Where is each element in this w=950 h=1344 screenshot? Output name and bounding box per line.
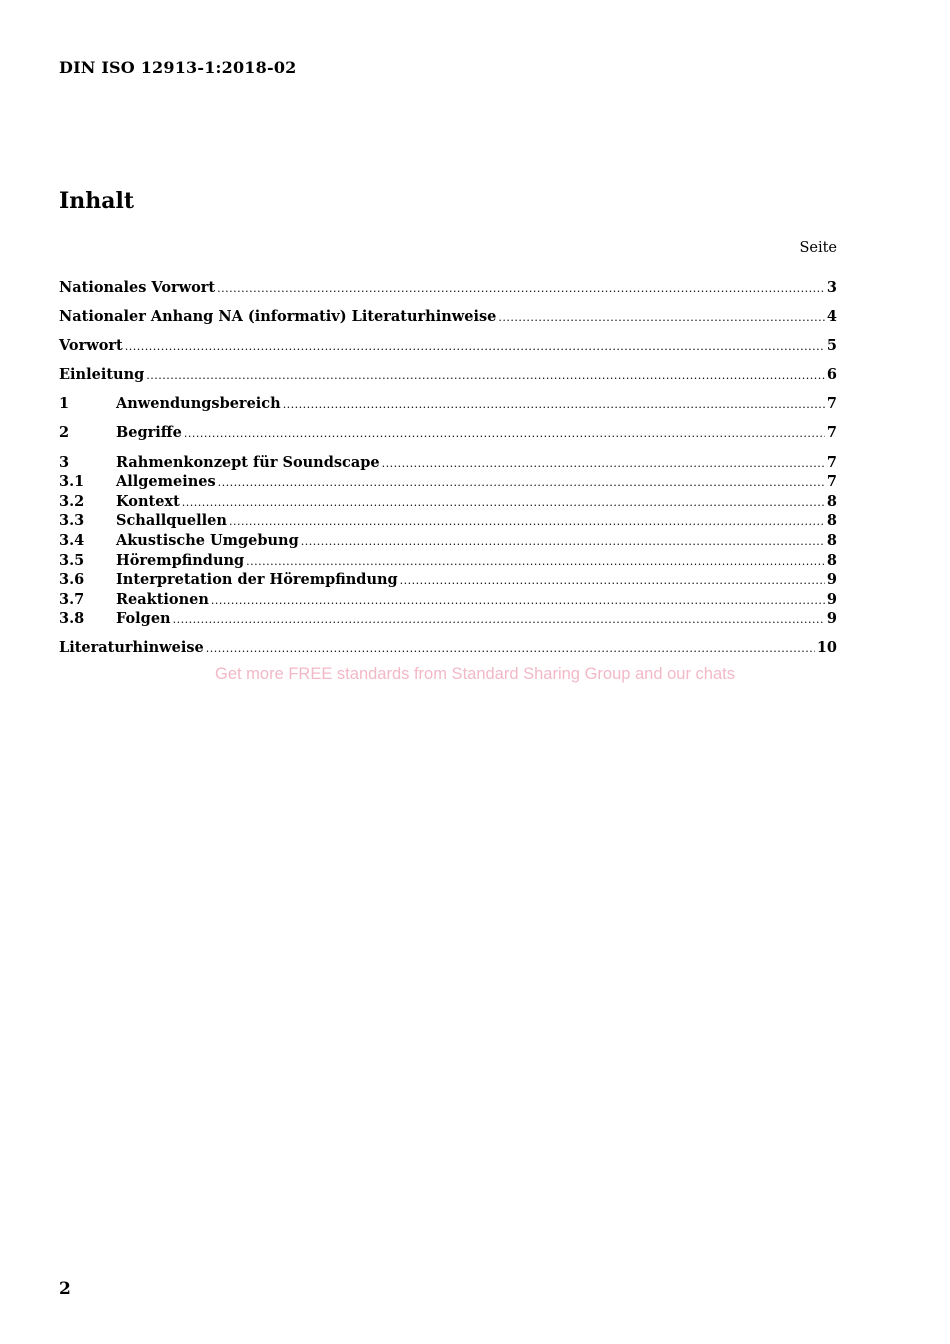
toc-entry[interactable] (59, 336, 837, 356)
toc-entry-number: 3.6 (59, 571, 85, 589)
dot-leader (246, 552, 825, 572)
dot-leader (211, 591, 825, 611)
toc-entry[interactable] (59, 365, 837, 385)
toc-entry-title: Nationales Vorwort (59, 279, 216, 296)
toc-entry-page: 5 (826, 337, 837, 355)
dot-leader (229, 512, 825, 532)
toc-entry-page: 7 (826, 395, 837, 413)
toc-entry-title: Einleitung (59, 366, 145, 384)
toc-entry-title: Rahmenkonzept für Soundscape (116, 453, 380, 471)
toc-entry-title: Anwendungsbereich (116, 395, 281, 413)
page-number: 2 (59, 1279, 71, 1299)
toc-entry-page: 6 (826, 366, 837, 384)
toc-entry-page: 4 (826, 308, 837, 326)
toc-entry-number: 3.2 (59, 492, 85, 510)
toc-entry[interactable] (59, 609, 837, 629)
toc-entry[interactable] (59, 551, 837, 571)
dot-leader (382, 454, 825, 474)
toc-entry-title: Kontext (116, 492, 180, 510)
toc-entry-title: Literaturhinweise (59, 639, 204, 657)
toc-entry[interactable] (59, 511, 837, 531)
toc-entry-number: 3.8 (59, 610, 85, 628)
dot-leader (218, 473, 825, 493)
toc-entry-title: Reaktionen (116, 590, 209, 608)
toc-entry-number: 3.4 (59, 531, 85, 549)
toc-entry[interactable] (59, 453, 837, 473)
toc-entry-title: Nationaler Anhang NA (informativ) Literaturhinweise (59, 308, 497, 326)
toc-entry-page: 9 (826, 610, 837, 628)
document-id: DIN ISO 12913-1:2018-02 (59, 58, 297, 77)
toc-entry-title: Hörempfindung (116, 551, 245, 569)
toc-entry-page: 3 (826, 279, 837, 296)
toc-entry[interactable] (59, 590, 837, 610)
toc-entry-page: 7 (826, 424, 837, 442)
dot-leader (283, 395, 825, 415)
toc-entry[interactable] (59, 570, 837, 590)
toc-entry-page: 8 (826, 492, 837, 510)
toc-entry-number: 3.3 (59, 512, 85, 530)
toc-entry-page: 8 (826, 512, 837, 530)
dot-leader (498, 308, 825, 328)
toc-entry-title: Allgemeines (116, 473, 216, 491)
table-of-contents (59, 278, 837, 658)
toc-entry-page: 8 (826, 531, 837, 549)
toc-entry-number: 2 (59, 424, 70, 442)
toc-entry-number: 3.5 (59, 551, 85, 569)
dot-leader (206, 639, 815, 659)
toc-entry[interactable] (59, 394, 837, 414)
toc-entry-title: Folgen (116, 610, 171, 628)
dot-leader (217, 279, 825, 299)
toc-entry[interactable] (59, 531, 837, 551)
dot-leader (182, 493, 825, 513)
toc-entry[interactable] (59, 472, 837, 492)
toc-entry[interactable] (59, 278, 837, 298)
dot-leader (301, 532, 825, 552)
toc-entry-title: Vorwort (59, 337, 123, 355)
toc-entry[interactable] (59, 638, 837, 658)
toc-heading: Inhalt (59, 188, 135, 214)
toc-entry[interactable] (59, 492, 837, 512)
toc-entry-page: 7 (826, 473, 837, 491)
toc-entry-title: Begriffe (116, 424, 182, 442)
toc-entry[interactable] (59, 307, 837, 327)
toc-entry-page: 7 (826, 453, 837, 471)
toc-entry-title: Schallquellen (116, 512, 227, 530)
dot-leader (400, 571, 825, 591)
toc-entry-number: 3.7 (59, 590, 85, 608)
toc-entry-title: Interpretation der Hörempfindung (116, 571, 398, 589)
watermark-text: Get more FREE standards from Standard Sharing Group and our chats (214, 665, 735, 683)
toc-entry-page: 8 (826, 551, 837, 569)
toc-entry[interactable] (59, 423, 837, 443)
toc-entry-page: 10 (816, 639, 837, 657)
dot-leader (125, 337, 825, 357)
page-column-label: Seite (799, 240, 837, 256)
toc-entry-number: 1 (59, 395, 70, 413)
toc-entry-number: 3.1 (59, 473, 85, 491)
dot-leader (184, 424, 825, 444)
dot-leader (146, 366, 825, 386)
dot-leader (173, 610, 825, 630)
toc-entry-page: 9 (826, 571, 837, 589)
toc-entry-number: 3 (59, 453, 70, 471)
toc-entry-title: Akustische Umgebung (116, 531, 299, 549)
toc-entry-page: 9 (826, 590, 837, 608)
